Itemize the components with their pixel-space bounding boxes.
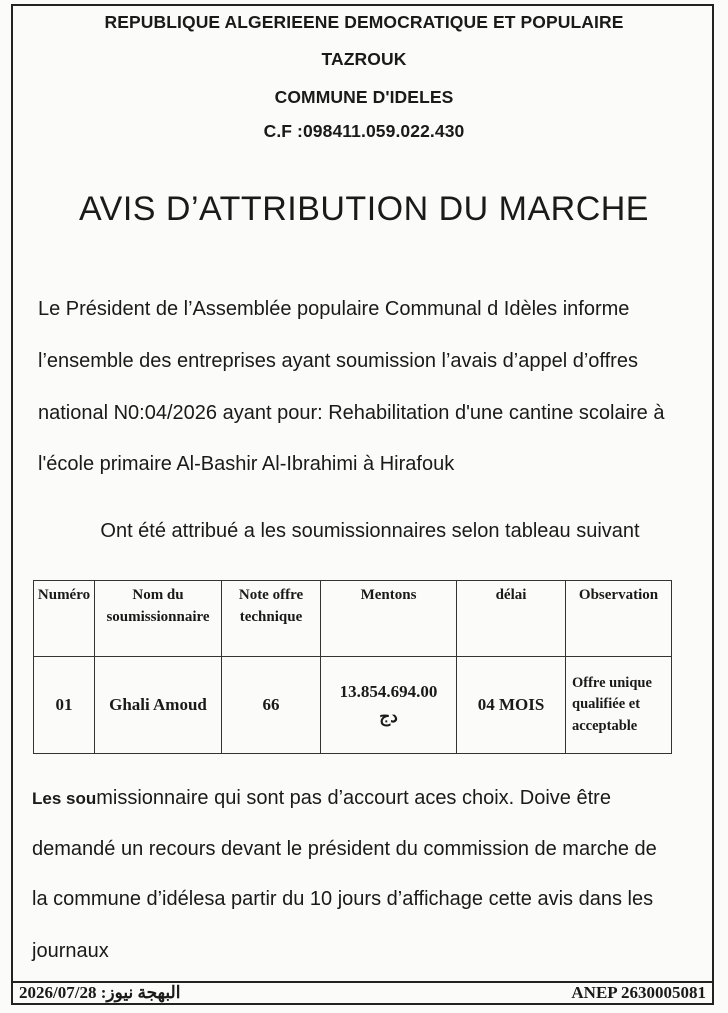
body-line-4: l'école primaire Al-Bashir Al-Ibrahimi à Hirafouk: [38, 453, 455, 475]
header-fiscal-code: C.F :098411.059.022.430: [263, 121, 465, 141]
body-line-3: national N0:04/2026 ayant pour: Rehabilitation d'une cantine scolaire à: [38, 402, 665, 424]
cell-numero: 01: [34, 657, 95, 754]
table-header-row: [34, 581, 672, 657]
amount-currency: دج: [379, 707, 398, 726]
body-line-1: Le Président de l’Assemblée populaire Communal d Idèles informe: [38, 298, 630, 320]
header-note: Note offre technique: [222, 581, 321, 657]
results-table: [33, 580, 672, 754]
amount-value: 13.854.694.00: [339, 682, 438, 702]
closing-line-1-rest: missionnaire qui sont pas d’accourt aces choix. Doive être: [96, 787, 611, 809]
header-observation: Observation: [566, 581, 672, 657]
header-republic: REPUBLIQUE ALGERIEENE DEMOCRATIQUE ET POPULAIRE: [104, 12, 624, 32]
closing-line-2: demandé un recours devant le président du commission de marche de: [32, 838, 657, 860]
cell-delai: 04 MOIS: [457, 657, 566, 754]
header-wilaya: TAZROUK: [321, 49, 407, 69]
attribution-statement: Ont été attribué a les soumissionnaires selon tableau suivant: [100, 520, 640, 542]
closing-line-4: journaux: [32, 940, 109, 962]
cell-observation: Offre unique qualifiée et acceptable: [566, 657, 672, 754]
closing-line-1: [32, 787, 611, 810]
closing-line-3: la commune d’idélesa partir du 10 jours d’affichage cette avis dans les: [32, 888, 654, 910]
cell-nom: Ghali Amoud: [95, 657, 222, 754]
footer-publication-date: البهجة نيوز: 2026/07/28: [19, 983, 181, 1002]
cell-note: 66: [222, 657, 321, 754]
header-delai: délai: [457, 581, 566, 657]
body-line-2: l’ensemble des entreprises ayant soumission l’avais d’appel d’offres: [38, 350, 638, 372]
cell-montant: [321, 657, 457, 754]
document-frame: [11, 4, 714, 981]
page-title: AVIS D’ATTRIBUTION DU MARCHE: [79, 190, 649, 228]
header-commune: COMMUNE D'IDELES: [274, 87, 454, 107]
header-mentons: Mentons: [321, 581, 457, 657]
footer-anep-reference: ANEP 2630005081: [571, 983, 706, 1002]
header-nom: Nom du soumissionnaire: [95, 581, 222, 657]
footer-bar: [11, 981, 714, 1005]
table-row: [34, 657, 672, 754]
closing-line-1-bold: Les sou: [32, 789, 97, 808]
header-numero: Numéro: [34, 581, 95, 657]
